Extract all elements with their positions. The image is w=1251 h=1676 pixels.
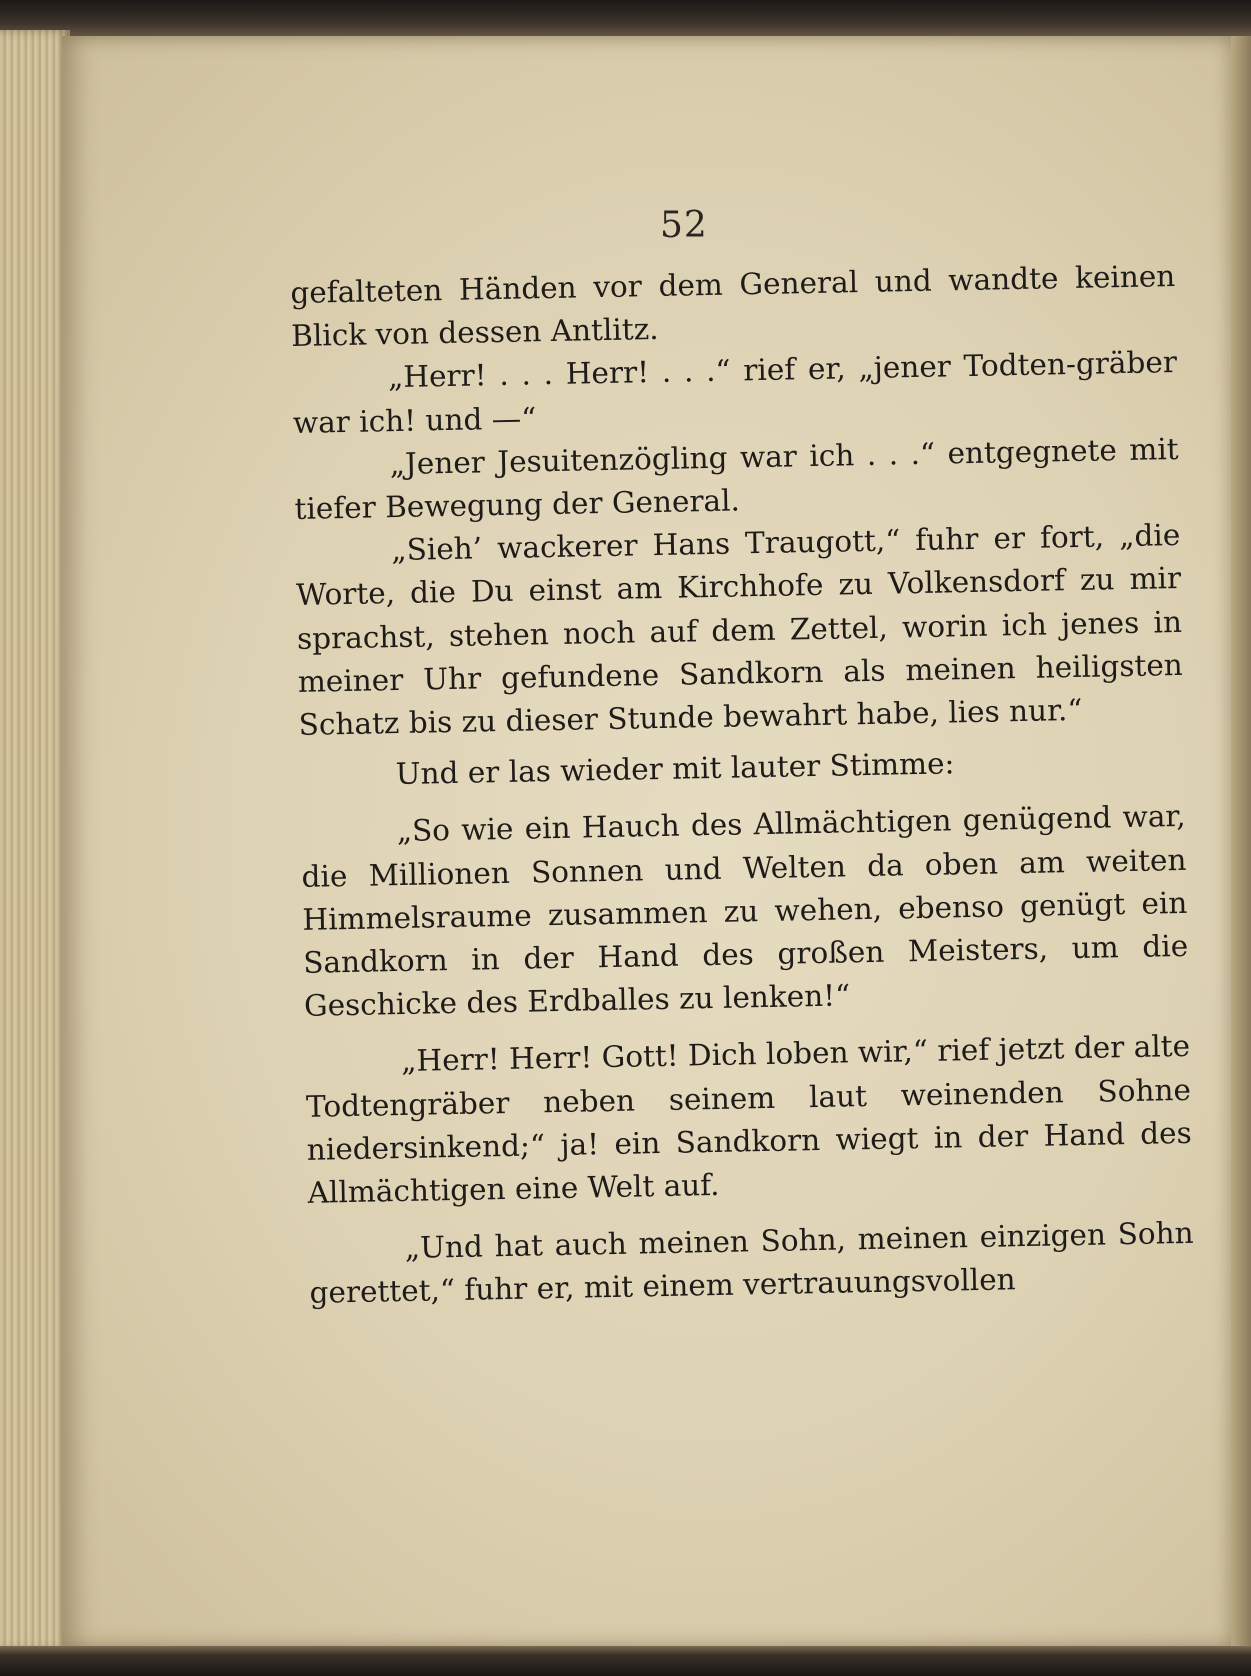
paragraph: „Herr! . . . Herr! . . .“ rief er, „jener Todten-gräber war ich! und —“ bbox=[292, 345, 1178, 440]
book-cover-edge bbox=[1231, 36, 1251, 1648]
paragraph: „Sieh’ wackerer Hans Traugott,“ fuhr er fort, „die Worte, die Du einst am Kirchhofe zu Volkensdorf zu mir sprachst, stehen noch auf dem Zettel, worin ich jenes in meiner Uhr gefundene Sandkorn als meinen heiligsten Schatz bis zu dieser Stunde bewahrt habe, lies nur.“ bbox=[295, 518, 1184, 742]
paragraph: „Herr! Herr! Gott! Dich loben wir,“ rief jetzt der alte Todtengräber neben seinem laut weinenden Sohne niedersinkend;“ ja! ein Sandkorn wiegt in der Hand des Allmächtigen eine Welt auf. bbox=[305, 1029, 1193, 1210]
paragraph: „So wie ein Hauch des Allmächtigen genügend war, die Millionen Sonnen und Welten da oben am weiten Himmelsraume zusammen zu wehen, ebenso genügt ein Sandkorn in der Hand des großen Meisters, um die Geschicke des Erdballes zu lenken!“ bbox=[301, 799, 1189, 1024]
body-text bbox=[290, 255, 1195, 1315]
book-bottom-edge bbox=[0, 1646, 1251, 1676]
paragraph: „Jener Jesuitenzögling war ich . . .“ entgegnete mit tiefer Bewegung der General. bbox=[294, 431, 1179, 526]
paragraph: Und er las wieder mit lauter Stimme: bbox=[395, 746, 955, 792]
page-stack-edge bbox=[0, 30, 70, 1650]
paragraph: gefalteten Händen vor dem General und wandte keinen Blick von dessen Antlitz. bbox=[290, 259, 1176, 354]
paragraph: „Und hat auch meinen Sohn, meinen einzigen Sohn gerettet,“ fuhr er, mit einem vertrauungsvollen bbox=[309, 1216, 1194, 1311]
page-number: 52 bbox=[660, 205, 708, 246]
book-top-edge bbox=[0, 0, 1251, 40]
